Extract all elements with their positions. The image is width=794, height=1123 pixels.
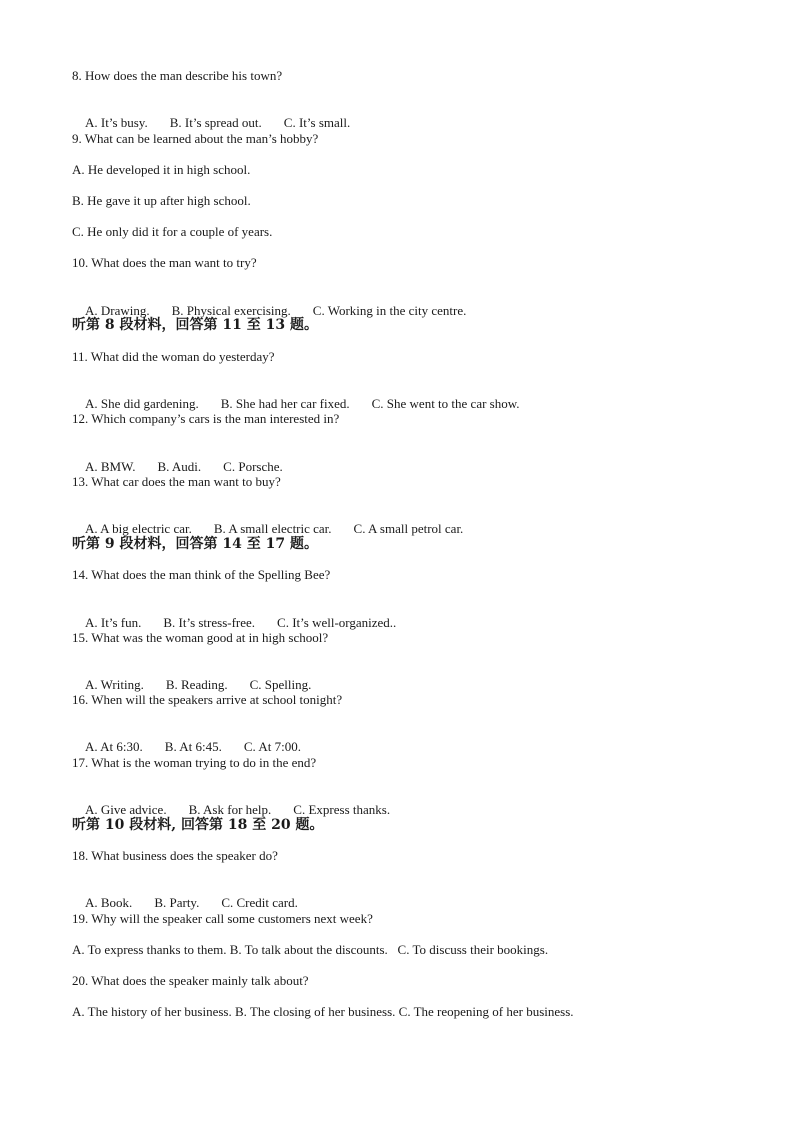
option-9a: A. He developed it in high school. xyxy=(72,162,251,177)
question-19: 19. Why will the speaker call some customers next week? xyxy=(72,911,373,926)
option-10b: B. Physical exercising. xyxy=(171,303,291,318)
option-10a: A. Drawing. xyxy=(85,303,150,318)
question-12: 12. Which company’s cars is the man interested in? xyxy=(72,411,340,426)
option-14c: C. It’s well-organized.. xyxy=(277,615,397,630)
option-8b: B. It’s spread out. xyxy=(169,115,262,130)
section-heading-9: 听第 9 段材料，回答第 14 至 17 题。 xyxy=(72,536,318,552)
option-12b: B. Audi. xyxy=(157,459,202,474)
question-17: 17. What is the woman trying to do in the end? xyxy=(72,755,317,770)
option-13b: B. A small electric car. xyxy=(213,521,332,536)
question-18: 18. What business does the speaker do? xyxy=(72,848,278,863)
option-11a: A. She did gardening. xyxy=(85,396,199,411)
question-11: 11. What did the woman do yesterday? xyxy=(72,349,275,364)
option-16c: C. At 7:00. xyxy=(243,739,301,754)
section-heading-10: 听第 10 段材料, 回答第 18 至 20 题。 xyxy=(72,817,324,833)
option-15a: A. Writing. xyxy=(85,677,144,692)
option-16a: A. At 6:30. xyxy=(85,739,143,754)
question-13: 13. What car does the man want to buy? xyxy=(72,474,281,489)
question-20: 20. What does the speaker mainly talk about? xyxy=(72,973,309,988)
option-11c: C. She went to the car show. xyxy=(371,396,520,411)
option-18c: C. Credit card. xyxy=(221,895,298,910)
option-18b: B. Party. xyxy=(154,895,200,910)
section-heading-8: 听第 8 段材料，回答第 11 至 13 题。 xyxy=(72,317,318,333)
option-12c: C. Porsche. xyxy=(223,459,283,474)
option-15b: B. Reading. xyxy=(165,677,228,692)
option-9b: B. He gave it up after high school. xyxy=(72,193,251,208)
option-17b: B. Ask for help. xyxy=(188,802,272,817)
option-13a: A. A big electric car. xyxy=(85,521,192,536)
question-9: 9. What can be learned about the man’s hobby? xyxy=(72,131,319,146)
question-14: 14. What does the man think of the Spelling Bee? xyxy=(72,567,331,582)
option-8a: A. It’s busy. xyxy=(85,115,148,130)
question-15: 15. What was the woman good at in high school? xyxy=(72,630,329,645)
option-12a: A. BMW. xyxy=(85,459,136,474)
option-15c: C. Spelling. xyxy=(249,677,312,692)
option-18a: A. Book. xyxy=(85,895,133,910)
question-16: 16. When will the speakers arrive at school tonight? xyxy=(72,692,343,707)
option-11b: B. She had her car fixed. xyxy=(220,396,350,411)
question-10: 10. What does the man want to try? xyxy=(72,255,257,270)
options-20: A. The history of her business. B. The closing of her business. C. The reopening of her business. xyxy=(72,1004,574,1019)
option-14a: A. It’s fun. xyxy=(85,615,142,630)
option-14b: B. It’s stress-free. xyxy=(163,615,256,630)
option-10c: C. Working in the city centre. xyxy=(312,303,467,318)
option-9c: C. He only did it for a couple of years. xyxy=(72,224,273,239)
question-8: 8. How does the man describe his town? xyxy=(72,68,283,83)
options-19: A. To express thanks to them. B. To talk about the discounts. C. To discuss their bookings. xyxy=(72,942,549,957)
option-13c: C. A small petrol car. xyxy=(353,521,464,536)
option-8c: C. It’s small. xyxy=(283,115,351,130)
option-17a: A. Give advice. xyxy=(85,802,167,817)
option-17c: C. Express thanks. xyxy=(293,802,391,817)
option-16b: B. At 6:45. xyxy=(164,739,222,754)
